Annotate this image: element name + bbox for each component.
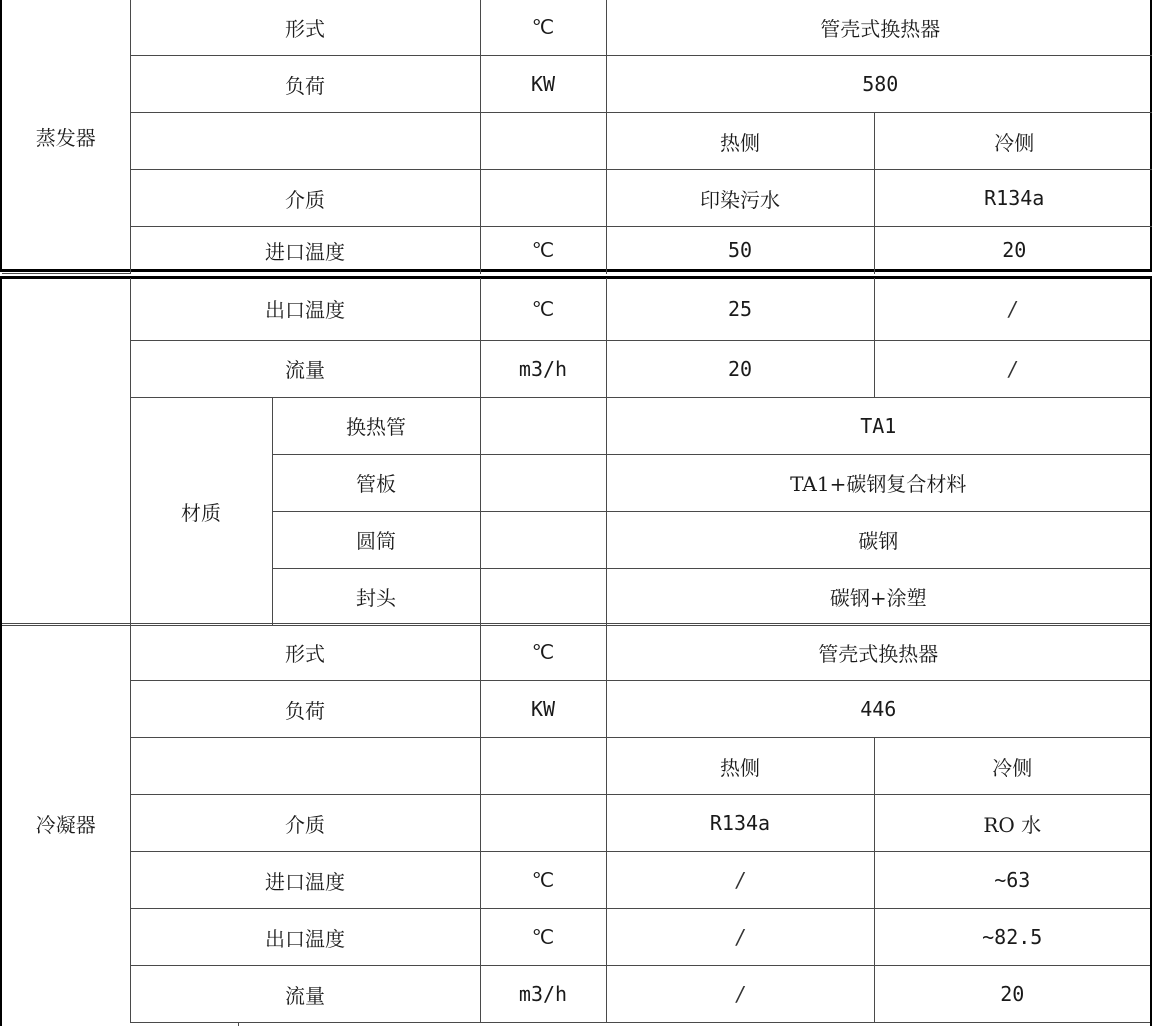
- hot-side-header: 热侧: [606, 113, 874, 170]
- evaporator-section-label: 蒸发器: [2, 0, 130, 274]
- table-row: [2, 681, 1150, 738]
- material-value: TA1: [606, 397, 1150, 454]
- cold-side-header: 冷侧: [874, 738, 1150, 795]
- row-unit: ℃: [480, 278, 606, 340]
- cold-side-value: RO 水: [874, 795, 1150, 852]
- cold-side-value: /: [874, 278, 1150, 340]
- table-row: [2, 227, 1152, 274]
- row-name: [130, 738, 480, 795]
- row-name: [130, 113, 480, 170]
- row-name: 形式: [130, 0, 480, 56]
- row-unit: ℃: [480, 852, 606, 909]
- row-unit: [480, 795, 606, 852]
- material-value: 碳钢+涂塑: [606, 568, 1150, 625]
- row-name: 形式: [130, 624, 480, 681]
- row-name: 负荷: [130, 56, 480, 113]
- row-unit: KW: [480, 56, 606, 113]
- row-unit: [480, 738, 606, 795]
- material-value: 碳钢: [606, 511, 1150, 568]
- evaporator-table-top: [2, 0, 1152, 274]
- row-unit: ℃: [480, 909, 606, 966]
- material-part: 换热管: [272, 397, 480, 454]
- row-unit: m3/h: [480, 966, 606, 1023]
- hot-side-header: 热侧: [606, 738, 874, 795]
- cold-side-value: ~82.5: [874, 909, 1150, 966]
- cold-side-value: 20: [874, 227, 1152, 274]
- table-row: [2, 624, 1150, 681]
- table-row: [2, 852, 1150, 909]
- row-unit: KW: [480, 681, 606, 738]
- hot-side-value: 印染污水: [606, 170, 874, 227]
- hot-side-value: R134a: [606, 795, 874, 852]
- cold-side-value: /: [874, 340, 1150, 397]
- row-unit: ℃: [480, 227, 606, 274]
- row-unit: [480, 113, 606, 170]
- table-divider-tick: [238, 1022, 239, 1026]
- cold-side-value: 20: [874, 966, 1150, 1023]
- row-unit: ℃: [480, 0, 606, 56]
- row-unit: [480, 568, 606, 625]
- row-value: 管壳式换热器: [606, 624, 1150, 681]
- hot-side-value: 25: [606, 278, 874, 340]
- hot-side-value: /: [606, 966, 874, 1023]
- hot-side-value: /: [606, 852, 874, 909]
- row-name: 负荷: [130, 681, 480, 738]
- table-row: [2, 795, 1150, 852]
- table-row: [2, 738, 1150, 795]
- table-row: [2, 340, 1150, 397]
- hot-side-value: 20: [606, 340, 874, 397]
- table-row: [2, 397, 1150, 454]
- row-unit: ℃: [480, 624, 606, 681]
- cold-side-header: 冷侧: [874, 113, 1152, 170]
- row-unit: [480, 454, 606, 511]
- row-name: 进口温度: [130, 227, 480, 274]
- row-unit: [480, 170, 606, 227]
- material-part: 管板: [272, 454, 480, 511]
- row-name: 介质: [130, 170, 480, 227]
- evaporator-section-continued: [2, 278, 130, 625]
- row-name: 出口温度: [130, 278, 480, 340]
- hot-side-value: 50: [606, 227, 874, 274]
- table-row: [2, 0, 1152, 56]
- table-block-continued: [0, 276, 1152, 1026]
- condenser-section-label: 冷凝器: [2, 624, 130, 1023]
- table-row: [2, 170, 1152, 227]
- row-name: 介质: [130, 795, 480, 852]
- row-value: 管壳式换热器: [606, 0, 1152, 56]
- material-value: TA1+碳钢复合材料: [606, 454, 1150, 511]
- row-unit: m3/h: [480, 340, 606, 397]
- table-row: [2, 278, 1150, 340]
- hot-side-value: /: [606, 909, 874, 966]
- material-label: 材质: [130, 397, 272, 625]
- row-value: 446: [606, 681, 1150, 738]
- row-unit: [480, 397, 606, 454]
- table-row: [2, 56, 1152, 113]
- row-name: 流量: [130, 340, 480, 397]
- row-name: 进口温度: [130, 852, 480, 909]
- table-row: [2, 966, 1150, 1023]
- row-name: 出口温度: [130, 909, 480, 966]
- cold-side-value: ~63: [874, 852, 1150, 909]
- cold-side-value: R134a: [874, 170, 1152, 227]
- row-name: 流量: [130, 966, 480, 1023]
- spec-table-continued: [2, 278, 1150, 626]
- table-block-evaporator-top: [0, 0, 1152, 272]
- table-row: [2, 909, 1150, 966]
- row-value: 580: [606, 56, 1152, 113]
- table-row: [2, 113, 1152, 170]
- material-part: 圆筒: [272, 511, 480, 568]
- row-unit: [480, 511, 606, 568]
- condenser-table: [2, 623, 1150, 1023]
- material-part: 封头: [272, 568, 480, 625]
